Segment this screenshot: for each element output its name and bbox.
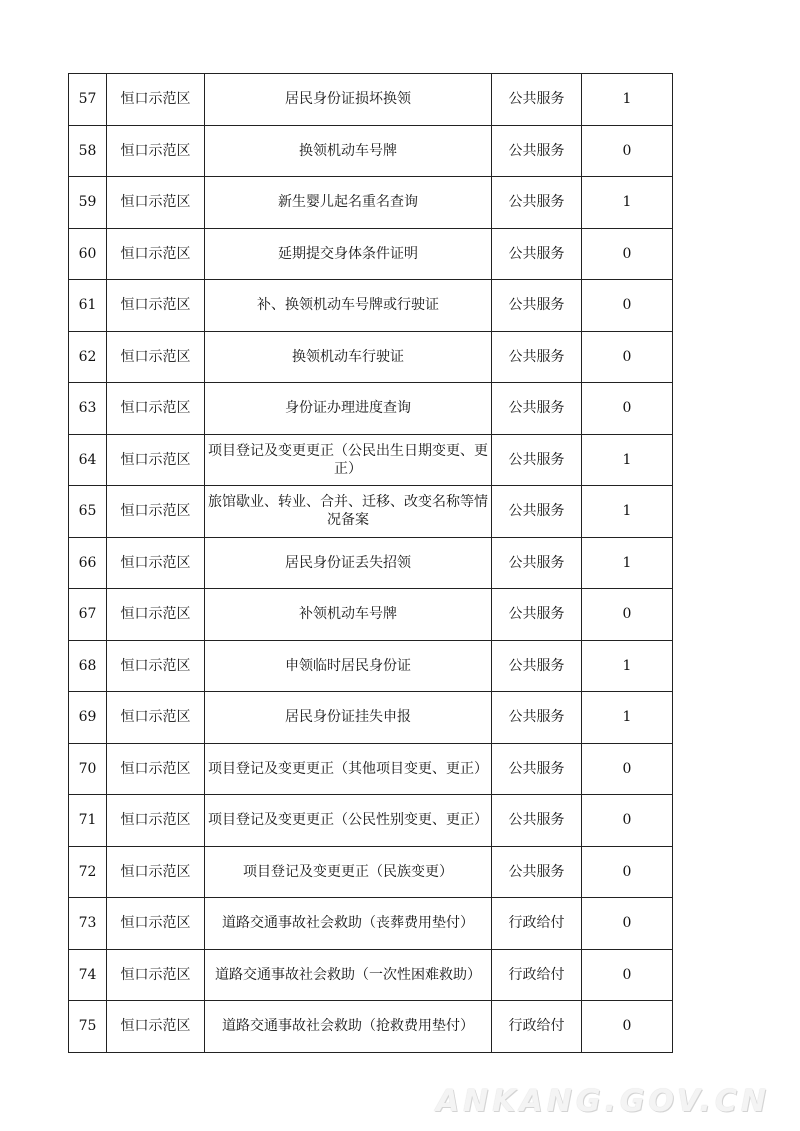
area-cell: 恒口示范区 (107, 589, 205, 641)
count-cell: 1 (582, 640, 673, 692)
item-cell: 道路交通事故社会救助（抢救费用垫付） (205, 1001, 492, 1053)
area-cell: 恒口示范区 (107, 280, 205, 332)
table-row (69, 846, 673, 898)
category-cell: 公共服务 (492, 434, 582, 486)
item-cell: 换领机动车号牌 (205, 125, 492, 177)
count-cell: 0 (582, 846, 673, 898)
row-number: 58 (69, 125, 107, 177)
item-cell: 项目登记及变更更正（公民出生日期变更、更正） (205, 434, 492, 486)
row-number: 70 (69, 743, 107, 795)
table-row (69, 898, 673, 950)
item-cell: 项目登记及变更更正（其他项目变更、更正） (205, 743, 492, 795)
area-cell: 恒口示范区 (107, 640, 205, 692)
count-cell: 1 (582, 434, 673, 486)
item-cell: 身份证办理进度查询 (205, 383, 492, 435)
row-number: 72 (69, 846, 107, 898)
category-cell: 公共服务 (492, 692, 582, 744)
row-number: 71 (69, 795, 107, 847)
table-row (69, 743, 673, 795)
category-cell: 公共服务 (492, 846, 582, 898)
category-cell: 公共服务 (492, 331, 582, 383)
item-cell: 居民身份证损坏换领 (205, 74, 492, 126)
row-number: 69 (69, 692, 107, 744)
category-cell: 公共服务 (492, 280, 582, 332)
area-cell: 恒口示范区 (107, 795, 205, 847)
table-row (69, 692, 673, 744)
table-row (69, 383, 673, 435)
count-cell: 0 (582, 589, 673, 641)
row-number: 63 (69, 383, 107, 435)
table-row (69, 486, 673, 538)
category-cell: 公共服务 (492, 589, 582, 641)
table-row (69, 125, 673, 177)
row-number: 62 (69, 331, 107, 383)
row-number: 57 (69, 74, 107, 126)
item-cell: 项目登记及变更更正（民族变更） (205, 846, 492, 898)
count-cell: 0 (582, 898, 673, 950)
area-cell: 恒口示范区 (107, 434, 205, 486)
watermark: ANKANG.GOV.CN (435, 1084, 770, 1119)
area-cell: 恒口示范区 (107, 486, 205, 538)
item-cell: 换领机动车行驶证 (205, 331, 492, 383)
row-number: 74 (69, 949, 107, 1001)
area-cell: 恒口示范区 (107, 898, 205, 950)
count-cell: 0 (582, 383, 673, 435)
table-row (69, 177, 673, 229)
item-cell: 申领临时居民身份证 (205, 640, 492, 692)
row-number: 66 (69, 537, 107, 589)
item-cell: 道路交通事故社会救助（一次性困难救助） (205, 949, 492, 1001)
item-cell: 补领机动车号牌 (205, 589, 492, 641)
service-table (68, 73, 673, 1053)
row-number: 60 (69, 228, 107, 280)
item-cell: 旅馆歇业、转业、合并、迁移、改变名称等情况备案 (205, 486, 492, 538)
row-number: 61 (69, 280, 107, 332)
table-row (69, 1001, 673, 1053)
table-row (69, 74, 673, 126)
area-cell: 恒口示范区 (107, 743, 205, 795)
count-cell: 1 (582, 537, 673, 589)
row-number: 65 (69, 486, 107, 538)
table-row (69, 640, 673, 692)
count-cell: 0 (582, 1001, 673, 1053)
category-cell: 公共服务 (492, 177, 582, 229)
table-row (69, 228, 673, 280)
row-number: 59 (69, 177, 107, 229)
row-number: 75 (69, 1001, 107, 1053)
count-cell: 0 (582, 795, 673, 847)
item-cell: 补、换领机动车号牌或行驶证 (205, 280, 492, 332)
count-cell: 0 (582, 125, 673, 177)
item-cell: 新生婴儿起名重名查询 (205, 177, 492, 229)
item-cell: 延期提交身体条件证明 (205, 228, 492, 280)
table-body (69, 74, 673, 1053)
area-cell: 恒口示范区 (107, 537, 205, 589)
table-row (69, 331, 673, 383)
table-row (69, 434, 673, 486)
area-cell: 恒口示范区 (107, 949, 205, 1001)
category-cell: 公共服务 (492, 743, 582, 795)
area-cell: 恒口示范区 (107, 692, 205, 744)
item-cell: 居民身份证丢失招领 (205, 537, 492, 589)
count-cell: 0 (582, 280, 673, 332)
category-cell: 公共服务 (492, 795, 582, 847)
category-cell: 公共服务 (492, 228, 582, 280)
area-cell: 恒口示范区 (107, 74, 205, 126)
item-cell: 项目登记及变更更正（公民性别变更、更正） (205, 795, 492, 847)
category-cell: 公共服务 (492, 74, 582, 126)
category-cell: 公共服务 (492, 537, 582, 589)
area-cell: 恒口示范区 (107, 383, 205, 435)
count-cell: 1 (582, 692, 673, 744)
table-row (69, 537, 673, 589)
table-row (69, 949, 673, 1001)
row-number: 68 (69, 640, 107, 692)
area-cell: 恒口示范区 (107, 846, 205, 898)
area-cell: 恒口示范区 (107, 331, 205, 383)
count-cell: 1 (582, 486, 673, 538)
area-cell: 恒口示范区 (107, 228, 205, 280)
count-cell: 1 (582, 177, 673, 229)
category-cell: 行政给付 (492, 898, 582, 950)
row-number: 64 (69, 434, 107, 486)
row-number: 67 (69, 589, 107, 641)
area-cell: 恒口示范区 (107, 177, 205, 229)
table-row (69, 795, 673, 847)
category-cell: 行政给付 (492, 949, 582, 1001)
item-cell: 道路交通事故社会救助（丧葬费用垫付） (205, 898, 492, 950)
category-cell: 公共服务 (492, 486, 582, 538)
category-cell: 公共服务 (492, 125, 582, 177)
area-cell: 恒口示范区 (107, 1001, 205, 1053)
table-row (69, 280, 673, 332)
count-cell: 0 (582, 949, 673, 1001)
count-cell: 1 (582, 74, 673, 126)
category-cell: 公共服务 (492, 640, 582, 692)
category-cell: 行政给付 (492, 1001, 582, 1053)
item-cell: 居民身份证挂失申报 (205, 692, 492, 744)
row-number: 73 (69, 898, 107, 950)
count-cell: 0 (582, 228, 673, 280)
count-cell: 0 (582, 331, 673, 383)
count-cell: 0 (582, 743, 673, 795)
table-row (69, 589, 673, 641)
category-cell: 公共服务 (492, 383, 582, 435)
area-cell: 恒口示范区 (107, 125, 205, 177)
